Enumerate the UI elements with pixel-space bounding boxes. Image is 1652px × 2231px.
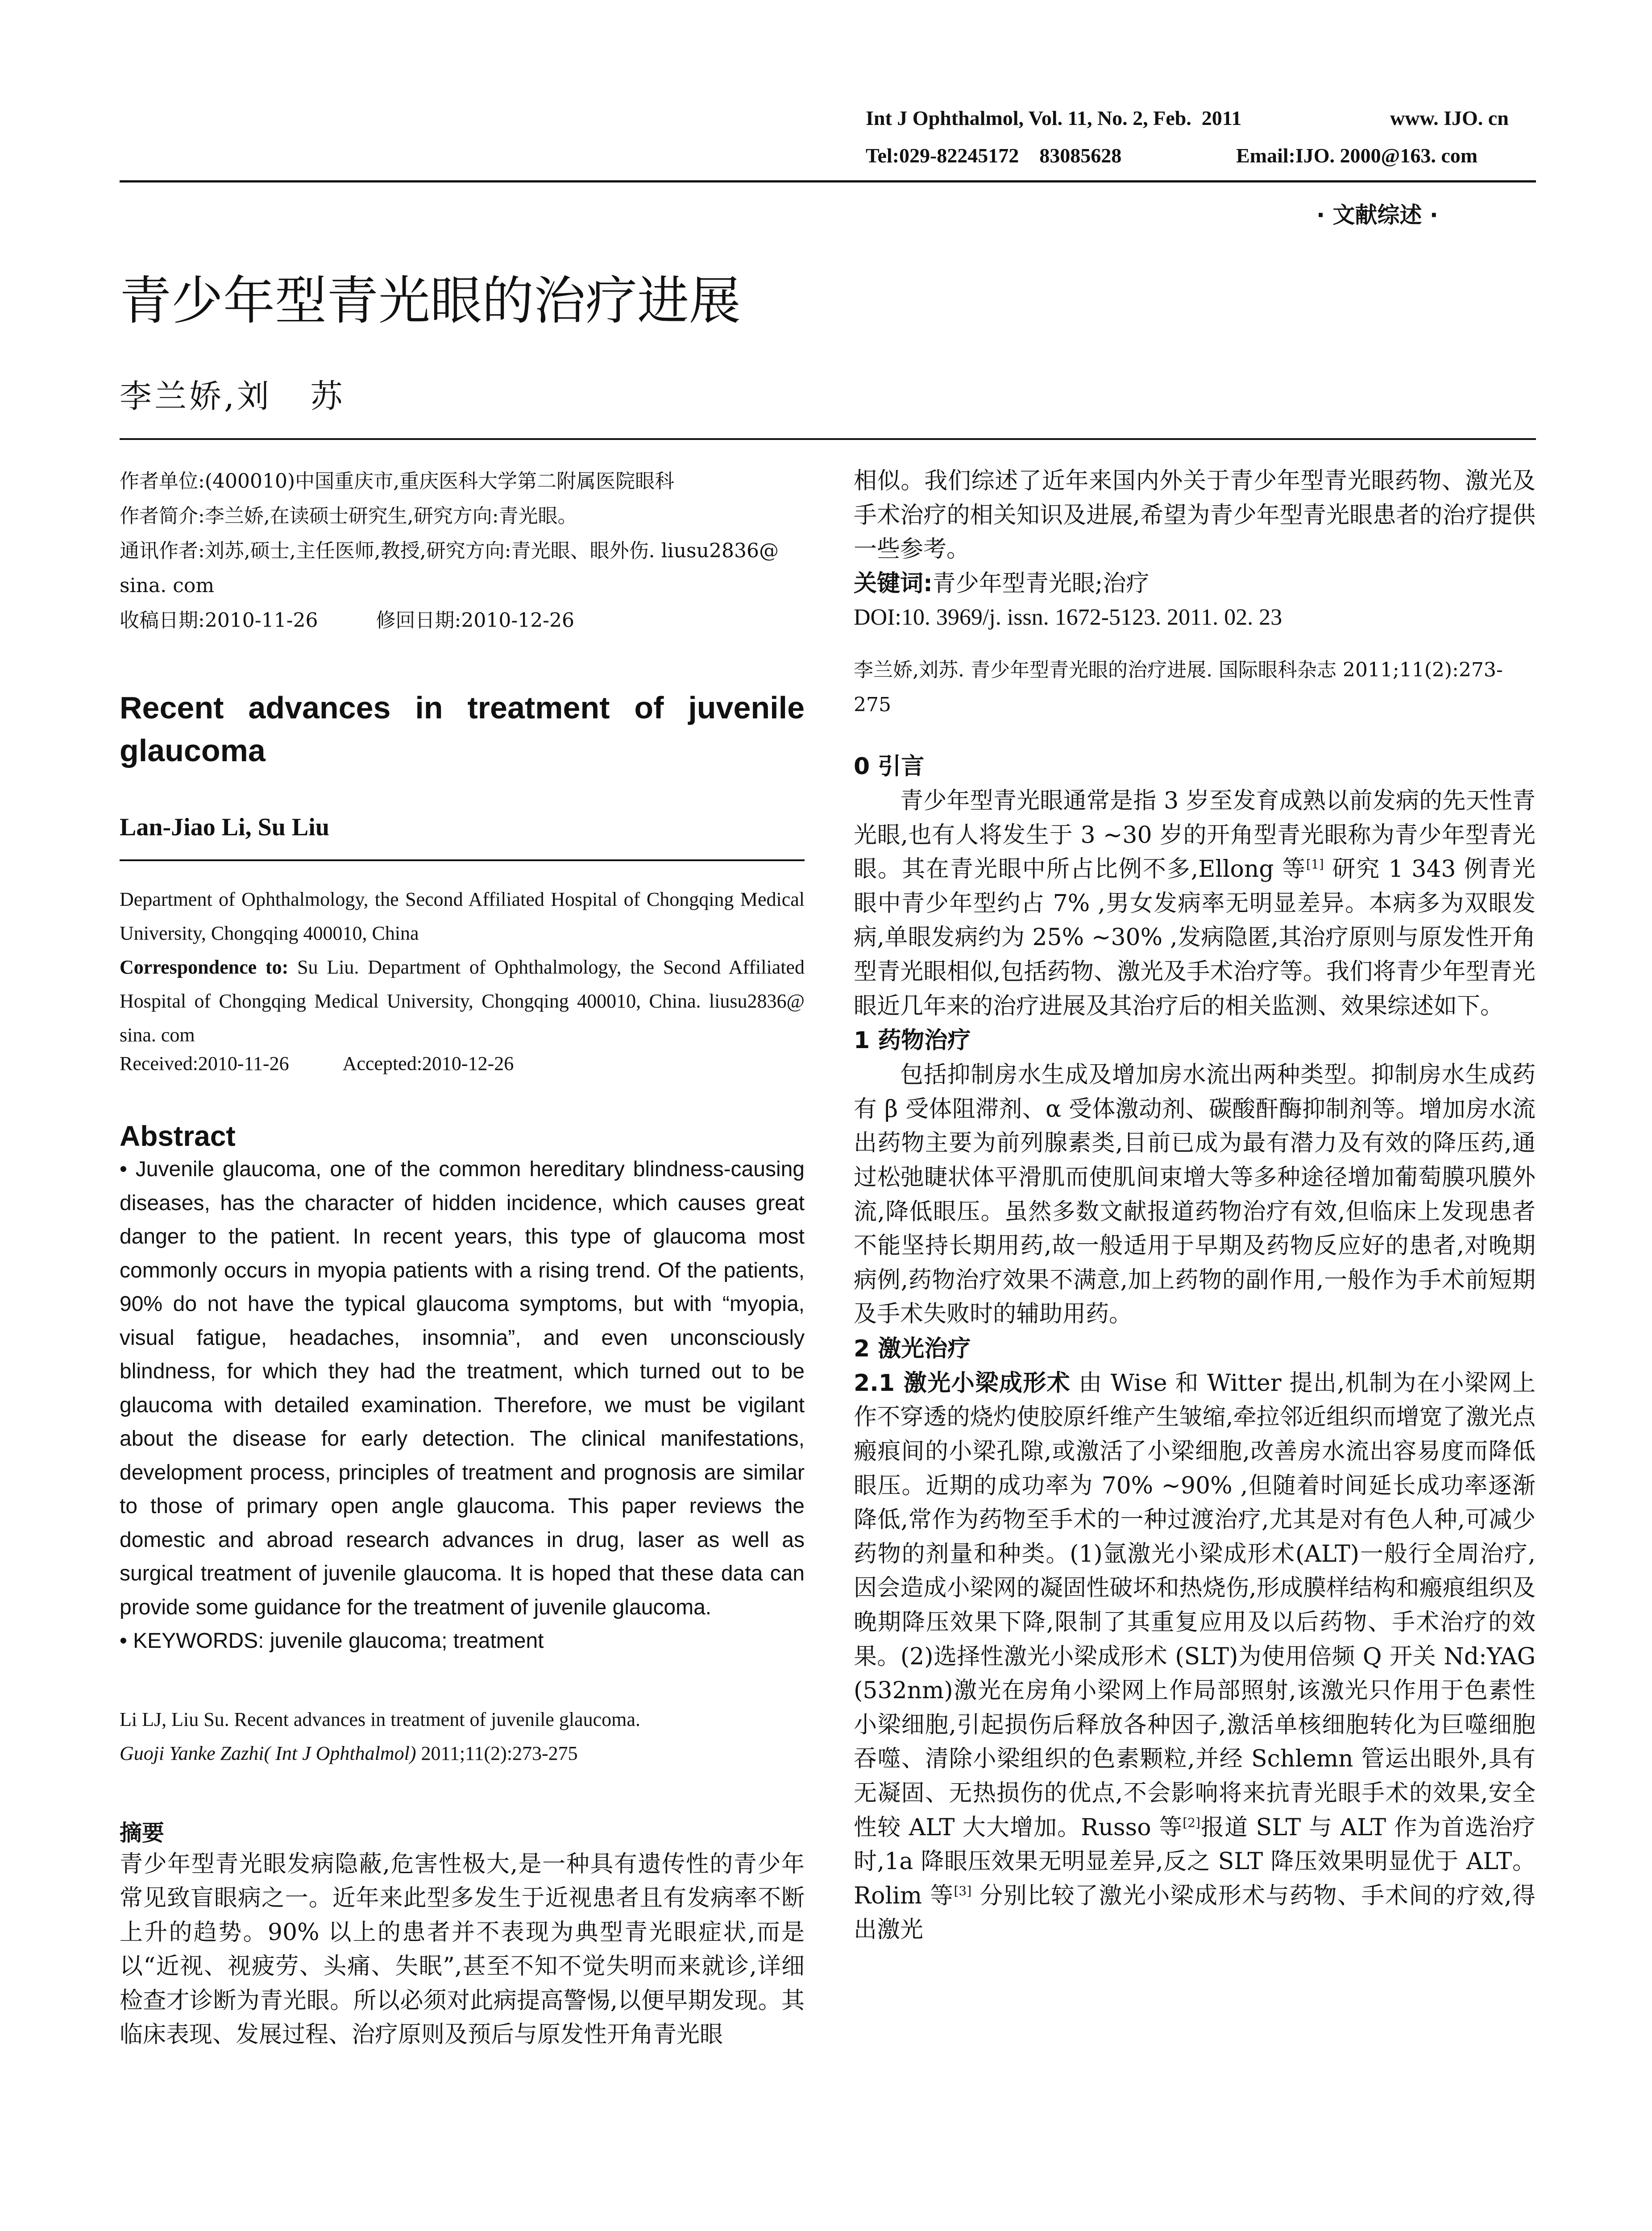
zh-abstract-text-right: 相似。我们综述了近年来国内外关于青少年型青光眼药物、激光及手术治疗的相关知识及进展,希望为青少年型青光眼患者的治疗提供一些参考。 — [854, 468, 1536, 563]
right-column — [854, 464, 1536, 1947]
abstract-keywords: • KEYWORDS: juvenile glaucoma; treatment — [120, 1629, 544, 1653]
section-1-text: 包括抑制房水生成及增加房水流出两种类型。抑制房水生成药有 β 受体阻滞剂、α 受体激动剂、碳酸酐酶抑制剂等。增加房水流出药物主要为前列腺素类,目前已成为最有潜力及有效的降压药,通过松弛睫状体平滑肌而使肌间束增大等多种途径增加葡萄膜巩膜外流,降低眼压。虽然多数文献报道药物治疗有效,但临床上发现患者不能坚持长期用药,故一般适用于早期及药物反应好的患者,对晚期病例,药物治疗效果不满意,加上药物的副作用,一般作为手术前短期及手术失败时的辅助用药。 — [854, 1062, 1536, 1328]
section-0-text-a: 青少年型青光眼通常是指 3 岁至发育成熟以前发病的先天性青光眼,也有人将发生于 3 ~30 岁的开角型青光眼称为青少年型青光眼。其在青光眼中所占比例不多,Ellong 等 — [854, 787, 1536, 883]
english-correspondence — [120, 950, 805, 1052]
section-2-1-text — [854, 1366, 1536, 1947]
zh-citation: 李兰娇,刘苏. 青少年型青光眼的治疗进展. 国际眼科杂志 2011;11(2):273-275 — [854, 658, 1503, 716]
section-0-text — [854, 784, 1536, 1023]
english-citation-line2 — [120, 1737, 805, 1771]
zh-abstract-heading: 摘要 — [120, 1820, 164, 1846]
section-tag: · 文献综述 · — [1316, 202, 1438, 228]
left-column — [120, 464, 805, 2052]
section-1-heading: 1 药物治疗 — [854, 1027, 971, 1054]
journal-website: www. IJO. cn — [1390, 107, 1509, 129]
citation-journal: Guoji Yanke Zazhi( Int J Ophthalmol) — [120, 1742, 416, 1764]
author-intro: 作者简介:李兰娇,在读硕士研究生,研究方向:青光眼。 — [120, 505, 577, 527]
doi: DOI:10. 3969/j. issn. 1672-5123. 2011. 02. 23 — [854, 605, 1283, 630]
header-rule — [120, 180, 1536, 182]
author-correspondence: 通讯作者:刘苏,硕士,主任医师,教授,研究方向:青光眼、眼外伤. liusu2836@ sina. com — [120, 539, 779, 597]
section-0-heading: 0 引言 — [854, 753, 925, 780]
section-2-1-title: 2.1 激光小梁成形术 — [854, 1369, 1071, 1397]
zh-keywords — [854, 567, 1536, 601]
english-citation-line1: Li LJ, Liu Su. Recent advances in treatment of juvenile glaucoma. — [120, 1708, 640, 1730]
ref-3: [3] — [954, 1883, 972, 1899]
author-unit: 作者单位:(400010)中国重庆市,重庆医科大学第二附属医院眼科 — [120, 470, 675, 493]
received-zh: 收稿日期:2010-11-26 — [120, 609, 318, 632]
section-2-1-text-b: 报道 SLT 与 ALT 作为首选治疗时,1a 降眼压效果无明显差异,反之 SLT 降压效果明显优于 ALT。Rolim 等 — [854, 1814, 1536, 1909]
section-2-1-text-a: 由 Wise 和 Witter 提出,机制为在小梁网上作不穿透的烧灼使胶原纤维产生皱缩,牵拉邻近组织而增宽了激光点瘢痕间的小梁孔隙,或激活了小梁细胞,改善房水流出容易度而降低眼压。近期的成功率为 70% ~90% ,但随着时间延长成功率逐渐降低,常作为药物至手术的一种过渡治疗,尤其是对有色人种,可减少药物的剂量和种类。(1)氩激光小梁成形术(ALT)一般行全周治疗,因会造成小梁网的凝固性破坏和热烧伤,形成膜样结构和瘢痕组织及晚期降压效果下降,限制了其重复应用及以后药物、手术治疗的效果。(2)选择性激光小梁成形术 (SLT)为使用倍频 Q 开关 Nd:YAG (532nm)激光在房角小梁网上作局部照射,该激光只作用于色素性小梁细胞,引起损伤后释放各种因子,激活单核细胞转化为巨噬细胞吞噬、清除小梁组织的色素颗粒,并经 Schlemn 管运出眼外,具有无凝固、无热损伤的优点,不会影响将来抗青光眼手术的效果,安全性较 ALT 大大增加。Russo 等 — [854, 1369, 1536, 1841]
ref-1: [1] — [1306, 857, 1324, 872]
received-en: Received:2010-11-26 — [120, 1053, 289, 1074]
english-dates — [120, 1052, 805, 1075]
ref-2: [2] — [1183, 1815, 1200, 1830]
section-0-text-b: 研究 1 343 例青光眼中青少年型约占 7% ,男女发病率无明显差异。本病多为双眼发病,单眼发病约为 25% ~30% ,发病隐匿,其治疗原则与原发性开角型青光眼相似,包括药物、激光及手术治疗等。我们将青少年型青光眼近几年来的治疗进展及其治疗后的相关监测、效果综述如下。 — [854, 856, 1536, 1020]
section-2-heading: 2 激光治疗 — [854, 1335, 971, 1362]
accepted-en: Accepted:2010-12-26 — [342, 1053, 514, 1074]
journal-line: Int J Ophthalmol, Vol. 11, No. 2, Feb. 2011 — [866, 107, 1242, 129]
correspondence-label: Correspondence to: — [120, 956, 289, 978]
dates-zh — [120, 603, 805, 638]
abstract-heading: Abstract — [120, 1120, 236, 1152]
citation-rest: 2011;11(2):273-275 — [416, 1742, 578, 1764]
tel-line: Tel:029-82245172 83085628 — [866, 144, 1122, 167]
revised-zh: 修回日期:2010-12-26 — [376, 609, 575, 632]
english-affiliation: Department of Ophthalmology, the Second Affiliated Hospital of Chongqing Medical University, Chongqing 400010, China — [120, 888, 805, 944]
email-line: Email:IJO. 2000@163. com — [1236, 144, 1478, 167]
abstract-text: • Juvenile glaucoma, one of the common hereditary blindness-causing diseases, has the character of hidden incidence, which causes great danger to the patient. In recent years, this type of glaucoma most commonly occurs in myopia patients with a rising trend. Of the patients, 90% do not have the typical glaucoma symptoms, but with “myopia, visual fatigue, headaches, insomnia”, and even unconsciously blindness, for which they had the treatment, which turned out to be glaucoma with detailed examination. Therefore, we must be vigilant about the disease for early detection. The clinical manifestations, development process, principles of treatment and prognosis are similar to those of primary open angle glaucoma. This paper reviews the domestic and abroad research advances in drug, laser as well as surgical treatment of juvenile glaucoma. It is hoped that these data can provide some guidance for the treatment of juvenile glaucoma. — [120, 1157, 805, 1619]
zh-keywords-label: 关键词: — [854, 570, 933, 597]
authors-rule — [120, 842, 805, 861]
english-authors: Lan-Jiao Li, Su Liu — [120, 813, 329, 841]
authors-zh: 李兰娇,刘 苏 — [120, 377, 345, 415]
title-rule — [120, 438, 1536, 440]
correspondence-text: Su Liu. Department of Ophthalmology, the Second Affiliated Hospital of Chongqing Medical University, Chongqing 400010, China. liusu2836@ sina. com — [120, 956, 805, 1046]
english-title: Recent advances in treatment of juvenile glaucoma — [120, 690, 805, 768]
zh-abstract-text-left: 青少年型青光眼发病隐蔽,危害性极大,是一种具有遗传性的青少年常见致盲眼病之一。近年来此型多发生于近视患者且有发病率不断上升的趋势。90% 以上的患者并不表现为典型青光眼症状,而是以“近视、视疲劳、头痛、失眠”,甚至不知不觉失明而来就诊,详细检查才诊断为青光眼。所以必须对此病提高警惕,以便早期发现。其临床表现、发展过程、治疗原则及预后与原发性开角青光眼 — [120, 1850, 805, 2049]
section-2-1-text-c: 分别比较了激光小梁成形术与药物、手术间的疗效,得出激光 — [854, 1882, 1536, 1944]
zh-keywords-text: 青少年型青光眼;治疗 — [932, 570, 1150, 597]
page-title: 青少年型青光眼的治疗进展 — [120, 271, 741, 331]
